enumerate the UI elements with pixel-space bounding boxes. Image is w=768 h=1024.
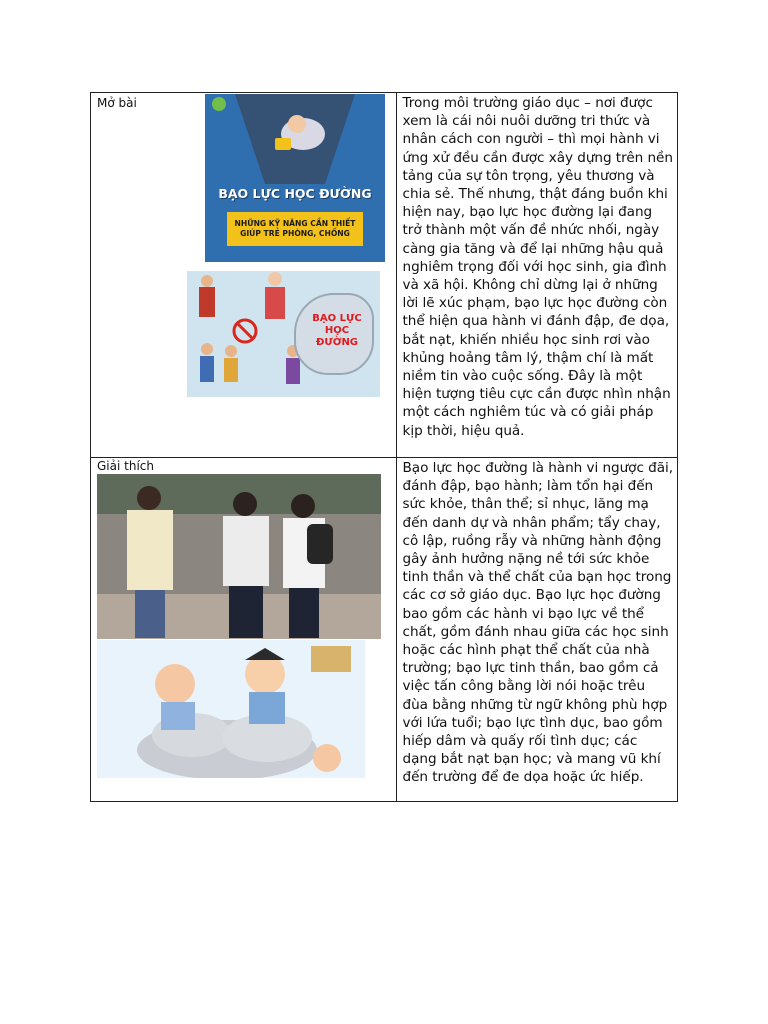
fist-text: BẠO LỰC HỌC ĐƯỜNG [312,313,362,348]
school-violence-poster-image [205,94,385,262]
intro-paragraph: Trong môi trường giáo dục – nơi được xem là cái nôi nuôi dưỡng tri thức và nhân cách con người – thì mọi hành vi ứng xử đều cần được xây dựng trên nền tảng của sự tôn trọng, yêu thương và chia sẻ. Thế nhưng, thật đáng buồn khi hiện nay, bạo lực học đường lại đang trở thành một vấn đề nhức nhối, ngày càng gia tăng và để lại những hậu quả nghiêm trọng đối với học sinh, gia đình và xã hội. Không chỉ dừng lại ở những lời lẽ xúc phạm, bạo lực học đường còn thể hiện qua hành vi đánh đập, đe dọa, bắt nạt, khiến nhiều học sinh rơi vào khủng hoảng tâm lý, thậm chí là mất niềm tin vào cuộc sống. Đây là một hiện tượng tiêu cực cần được nhìn nhận một cách nghiêm túc và có giải pháp kịp thời, hiệu quả. [402,95,673,439]
row-left-cell [91,93,397,458]
row-left-cell [91,458,397,802]
student-fight-photo [97,474,381,639]
bullying-cartoon-image [97,640,365,778]
cartoon-illustration [97,640,365,778]
anti-violence-cartoon-image [187,271,380,397]
explanation-paragraph: Bạo lực học đường là hành vi ngược đãi, đánh đập, bạo hành; làm tổn hại đến sức khỏe, thân thể; sỉ nhục, lăng mạ đến danh dự và nhân phẩm; tẩy chay, cô lập, ruồng rẫy và những hành động gây ảnh hưởng nặng nề tới sức khỏe tinh thần và thể chất của bạn học trong các cơ sở giáo dục. Bạo lực học đường bao gồm các hành vi bạo lực về thể chất, gồm đánh nhau giữa các học sinh hoặc các hình phạt thể chất của nhà trường; bạo lực tinh thần, bao gồm cả việc tấn công bằng lời nói hoặc trêu đùa bằng những từ ngữ không phù hợp với lứa tuổi; bạo lực tình dục, bao gồm hiếp dâm và quấy rối tình dục; các dạng bắt nạt bạn học; và mang vũ khí đến trường để đe dọa hoặc ức hiếp. [402,460,673,786]
poster-banner: NHỮNG KỸ NĂNG CẦN THIẾT GIÚP TRẺ PHÒNG, CHỐNG [227,212,363,246]
row-right-cell [396,458,677,802]
table-row [91,93,678,458]
row-label: Giải thích [97,459,154,473]
table-row [91,458,678,802]
row-label: Mở bài [97,96,137,110]
fight-scene-illustration [97,474,381,639]
poster-title: BẠO LỰC HỌC ĐƯỜNG [218,186,372,201]
content-table [90,92,678,802]
row-right-cell [396,93,677,458]
